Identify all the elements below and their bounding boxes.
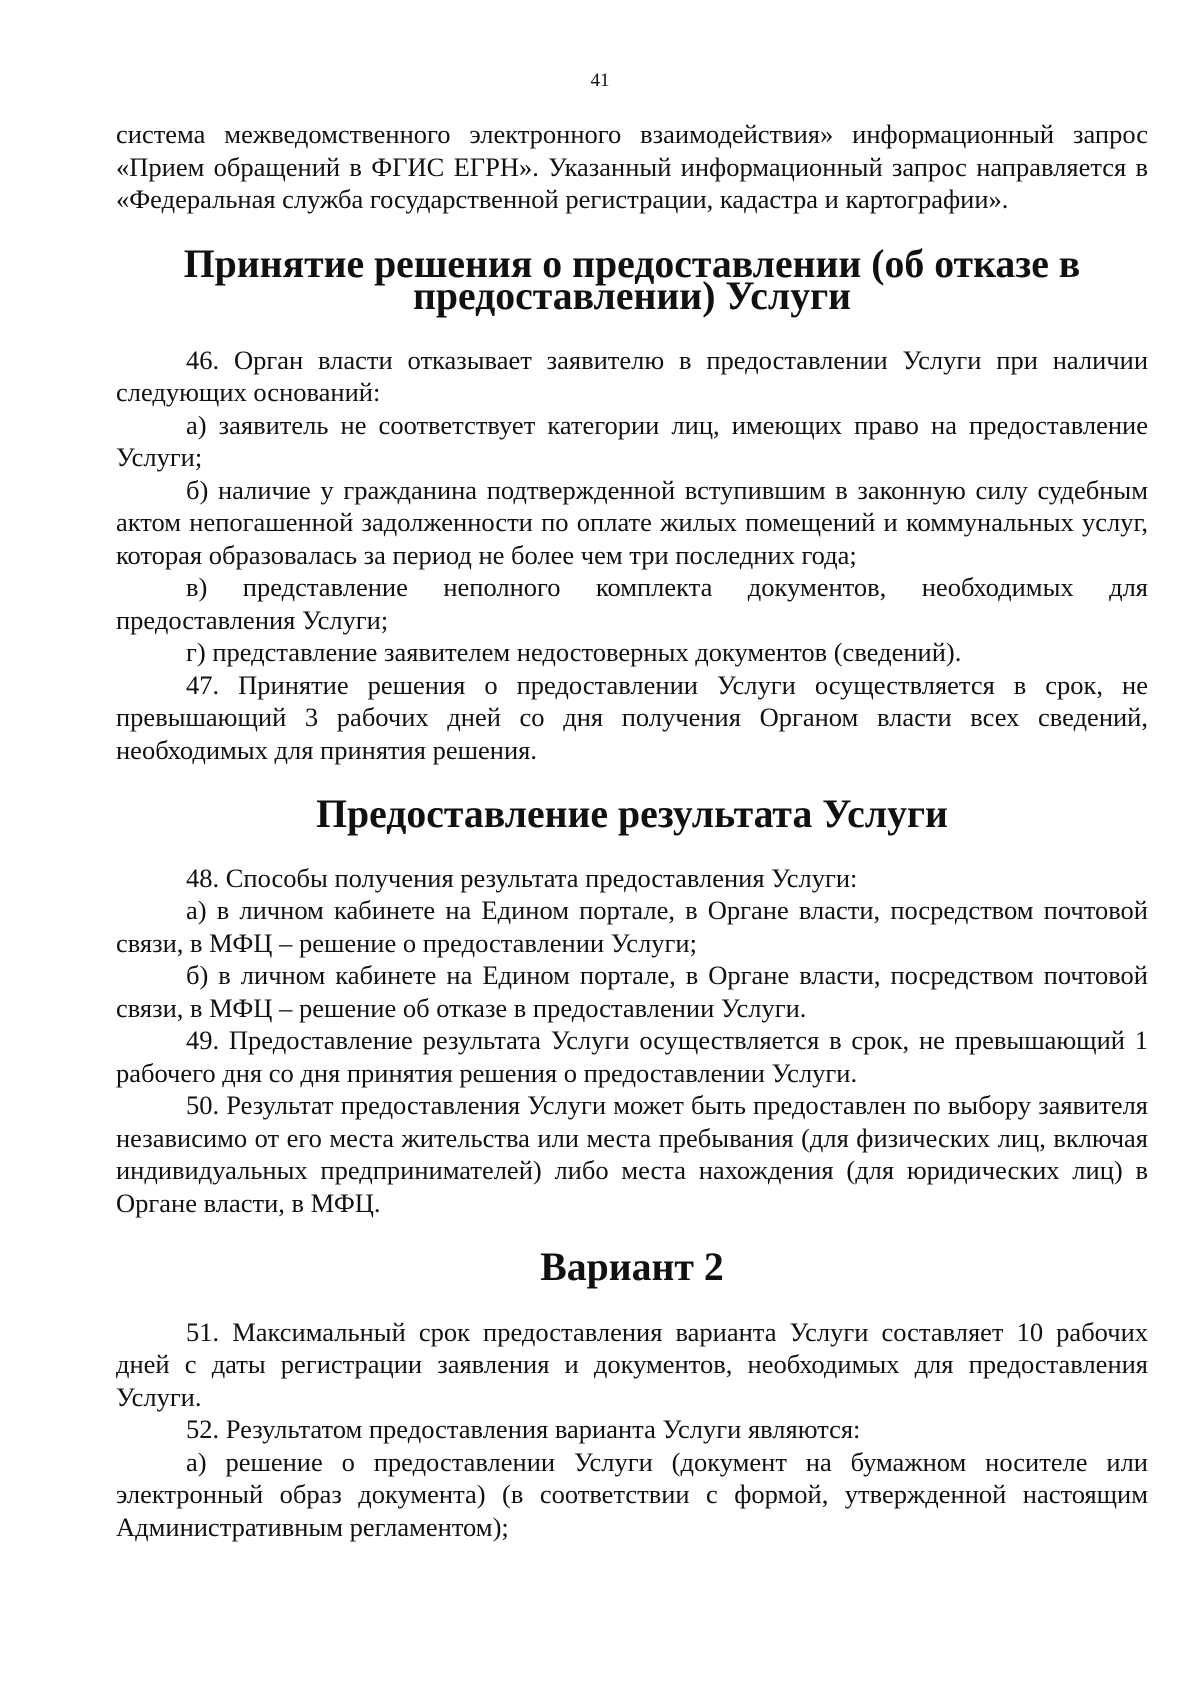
paragraph-48b: б) в личном кабинете на Едином портале, в Органе власти, посредством почтовой связи, в МФЦ – решение об отказе в предоставлении Услуги. [116, 960, 1148, 1023]
section-heading-variant-2: Вариант 2 [540, 1245, 724, 1289]
paragraph-52a: а) решение о предоставлении Услуги (документ на бумажном носителе или электронный образ документа) (в соответствии с формой, утвержденной настоящим Административным регламентом); [116, 1446, 1148, 1542]
paragraph-50: 50. Результат предоставления Услуги может быть предоставлен по выбору заявителя независимо от его места жительства или места пребывания (для физических лиц, включая индивидуальных предпринимателей) либо места нахождения (для юридических лиц) в Органе власти, в МФЦ. [116, 1090, 1148, 1218]
paragraph-46b: б) наличие у гражданина подтвержденной вступившим в законную силу судебным актом непогашенной задолженности по оплате жилых помещений и коммунальных услуг, которая образовалась за период не более чем три последних года; [116, 474, 1148, 570]
paragraph-intro: система межведомственного электронного взаимодействия» информационный запрос «Прием обращений в ФГИС ЕГРН». Указанный информационный запрос направляется в «Федеральная служба государственной регистрации, кадастра и картографии». [116, 119, 1148, 214]
paragraph-46v: в) представление неполного комплекта документов, необходимых для предоставления Услуги; [116, 572, 1148, 635]
paragraph-47: 47. Принятие решения о предоставлении Услуги осуществляется в срок, не превышающий 3 рабочих дней со дня получения Органом власти всех сведений, необходимых для принятия решения. [116, 669, 1148, 765]
paragraph-46: 46. Орган власти отказывает заявителю в предоставлении Услуги при наличии следующих оснований: [116, 344, 1148, 407]
paragraph-52: 52. Результатом предоставления варианта Услуги являются: [186, 1414, 861, 1444]
paragraph-48a: а) в личном кабинете на Едином портале, в Органе власти, посредством почтовой связи, в МФЦ – решение о предоставлении Услуги; [116, 895, 1148, 958]
document-body [116, 118, 1148, 1543]
paragraph-46a: а) заявитель не соответствует категории лиц, имеющих право на предоставление Услуги; [116, 409, 1148, 472]
section-heading-result: Предоставление результата Услуги [316, 792, 948, 836]
page-number: 41 [590, 70, 610, 91]
paragraph-51: 51. Максимальный срок предоставления варианта Услуги составляет 10 рабочих дней с даты регистрации заявления и документов, необходимых для предоставления Услуги. [116, 1316, 1148, 1412]
paragraph-48: 48. Способы получения результата предоставления Услуги: [186, 862, 858, 893]
paragraph-46g: г) представление заявителем недостоверных документов (сведений). [186, 637, 962, 667]
section-heading-decision: Принятие решения о предоставлении (об отказе в предоставлении) Услуги [183, 241, 1081, 318]
paragraph-49: 49. Предоставление результата Услуги осуществляется в срок, не превышающий 1 рабочего дня со дня принятия решения о предоставлении Услуги. [116, 1025, 1148, 1088]
